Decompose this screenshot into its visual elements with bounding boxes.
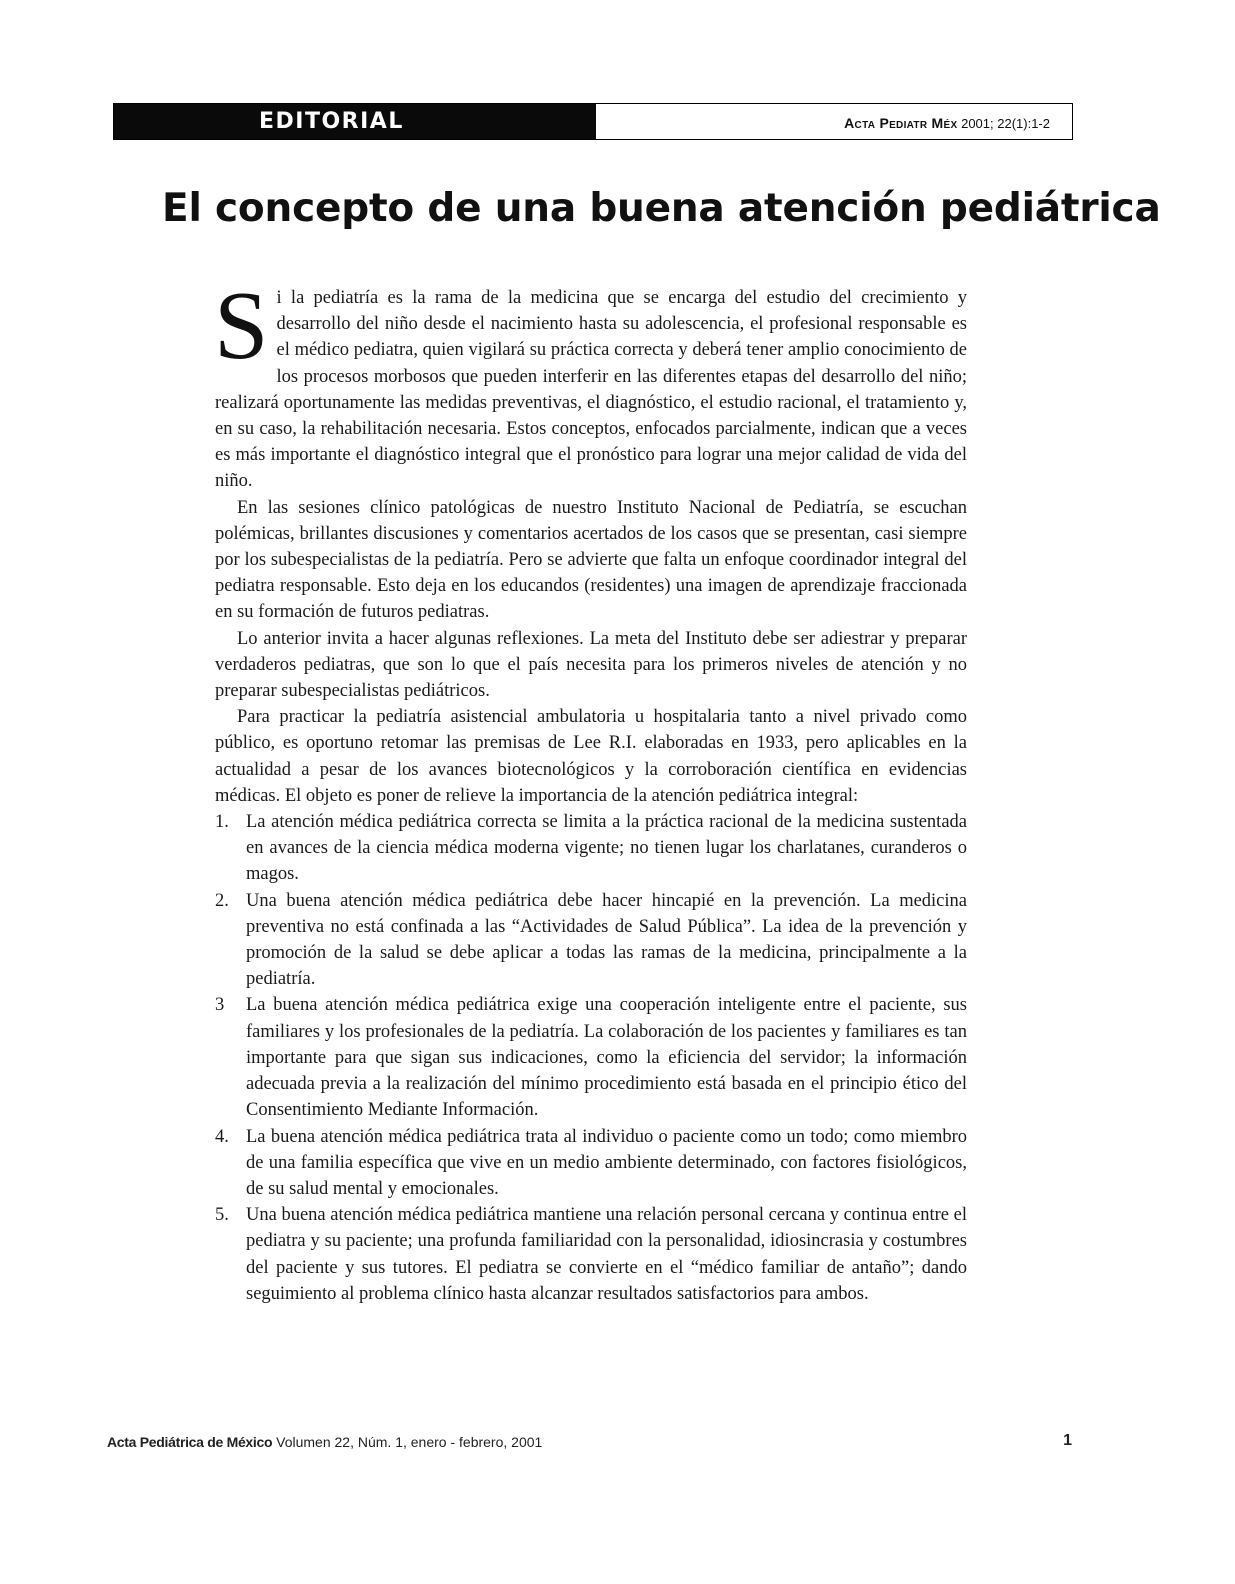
section-label: EDITORIAL (259, 109, 404, 134)
lead-paragraph (214, 272, 967, 495)
journal-abbrev: Acta Pediatr Méx (844, 115, 958, 131)
list-item-number: 1. (215, 812, 229, 833)
list-item-text: Una buena atención médica pediátrica mantiene una relación personal cercana y continua entre el pediatra y su paciente; una profunda familiaridad con la personalidad, idiosincrasia y costumbres del paciente y sus tutores. El pediatra se convierte en el “médico familiar de antaño”; dando seguimiento al problema clínico hasta alcanzar resultados satisfactorios para ambos. (246, 1205, 967, 1304)
lead-text: i la pediatría es la rama de la medicina que se encarga del estudio del crecimiento y desarrollo del niño desde el nacimiento hasta su adolescencia, el profesional responsable es el médico pediatra, quien vigilará su práctica correcta y deberá tener amplio conocimiento de los procesos morbosos que pueden interferir en las diferentes etapas del desarrollo del niño; realizará oportunamente las medidas preventivas, el diagnóstico, el estudio racional, el tratamiento y, en su caso, la rehabilitación necesaria. Estos conceptos, enfocados parcialmente, indican que a veces es más importante el diagnóstico integral que el pronóstico para lograr una mejor calidad de vida del niño. (215, 288, 967, 492)
list-item-number: 3 (215, 995, 225, 1016)
list-item (215, 809, 967, 888)
list-item-text: La buena atención médica pediátrica exige una cooperación inteligente entre el paciente, sus familiares y los profesionales de la pediatría. La colaboración de los pacientes y familiares es tan importante para que sigan sus indicaciones, como la eficiencia del servidor; la información adecuada previa a la realización del mínimo procedimiento está basada en el principio ético del Consentimiento Mediante Información. (246, 995, 967, 1121)
article-title: El concepto de una buena atención pediátrica (162, 186, 1161, 231)
page-number: 1 (1063, 1432, 1072, 1449)
list-item (215, 992, 967, 1123)
premises-list (215, 809, 967, 1307)
list-item (215, 1202, 967, 1307)
footer-issue: Volumen 22, Núm. 1, enero - febrero, 2001 (276, 1434, 543, 1450)
page-footer (107, 1434, 1072, 1458)
article-body (214, 272, 967, 1307)
journal-citation (844, 115, 1050, 131)
list-item-text: La atención médica pediátrica correcta se limita a la práctica racional de la medicina sustentada en avances de la ciencia médica moderna vigente; no tienen lugar los charlatanes, curanderos o magos. (246, 812, 967, 885)
paragraph-4: Para practicar la pediatría asistencial ambulatoria u hospitalaria tanto a nivel privado como público, es oportuno retomar las premisas de Lee R.I. elaboradas en 1933, pero aplicables en la actualidad a pesar de los avances biotecnológicos y la corroboración científica en evidencias médicas. El objeto es poner de relieve la importancia de la atención pediátrica integral: (215, 707, 967, 806)
list-item (215, 1124, 967, 1203)
paragraph-3: Lo anterior invita a hacer algunas reflexiones. La meta del Instituto debe ser adiestrar y preparar verdaderos pediatras, que son lo que el país necesita para los primeros niveles de atención y no preparar subespecialistas pediátricos. (215, 628, 967, 702)
list-item-number: 2. (215, 890, 229, 911)
citation-block (596, 104, 1072, 139)
citation-volume: 2001; 22(1):1-2 (961, 116, 1050, 131)
running-header (113, 103, 1073, 140)
section-label-block (114, 104, 596, 139)
list-item (215, 888, 967, 993)
drop-cap: S (214, 272, 269, 380)
list-item-number: 4. (215, 1126, 229, 1147)
paragraph-2: En las sesiones clínico patológicas de nuestro Instituto Nacional de Pediatría, se escuchan polémicas, brillantes discusiones y comentarios acertados de los casos que se presentan, casi siempre por los subespecialistas de la pediatría. Pero se advierte que falta un enfoque coordinador integral del pediatra responsable. Esto deja en los educandos (residentes) una imagen de aprendizaje fraccionada en su formación de futuros pediatras. (215, 497, 967, 623)
list-item-number: 5. (215, 1205, 229, 1226)
footer-journal-name: Acta Pediátrica de México (107, 1434, 273, 1450)
list-item-text: La buena atención médica pediátrica trata al individuo o paciente como un todo; como miembro de una familia específica que vive en un medio ambiente determinado, con factores fisiológicos, de su salud mental y emocionales. (246, 1126, 967, 1199)
list-item-text: Una buena atención médica pediátrica debe hacer hincapié en la prevención. La medicina preventiva no está confinada a las “Actividades de Salud Pública”. La idea de la prevención y promoción de la salud se debe aplicar a todas las ramas de la medicina, principalmente a la pediatría. (246, 890, 967, 990)
